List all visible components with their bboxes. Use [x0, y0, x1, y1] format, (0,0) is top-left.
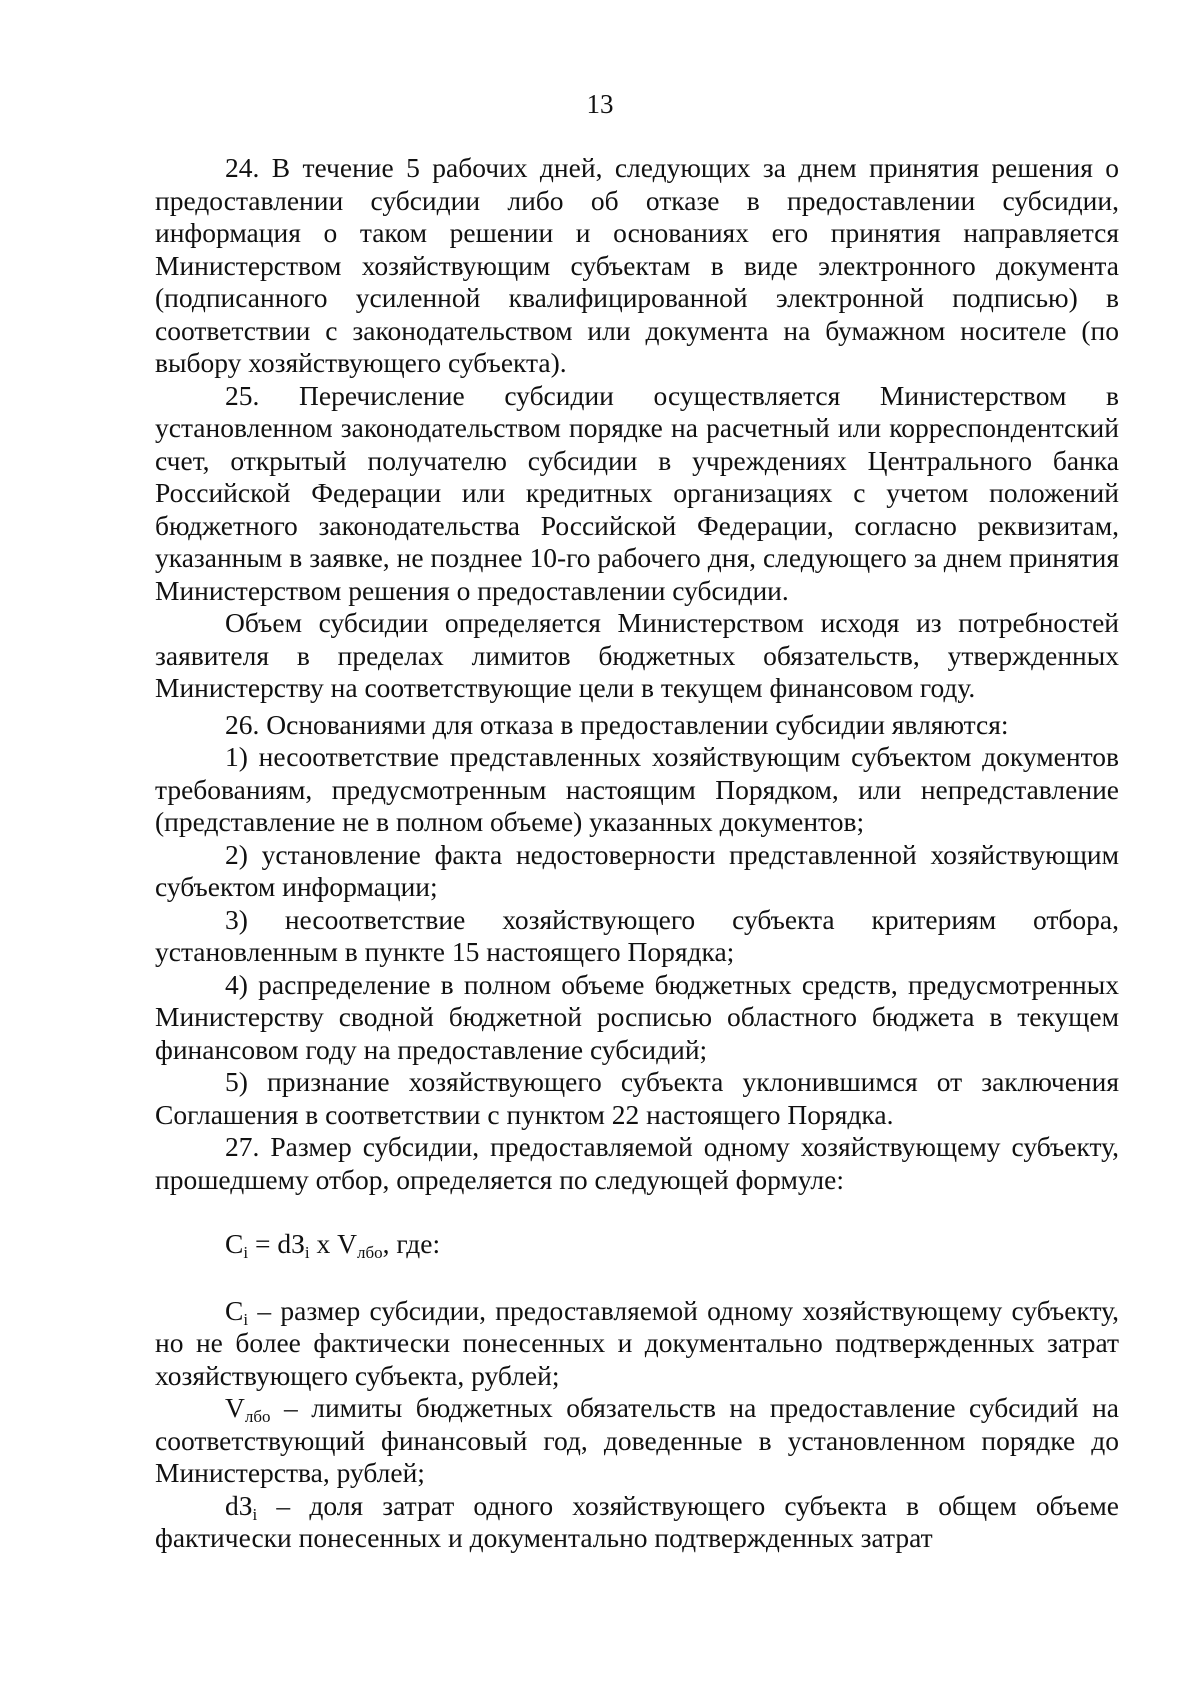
definition-ci-symbol: C [225, 1294, 244, 1326]
page-number: 13 [586, 89, 614, 119]
paragraph-27: 27. Размер субсидии, предоставляемой одному хозяйствующему субъекту, прошедшему отбор, определяется по следующей формуле: [155, 1131, 1119, 1195]
formula-v: V [337, 1228, 357, 1259]
definition-ci-text: – размер субсидии, предоставляемой одному хозяйствующему субъекту, но не более фактически понесенных и документально подтвержденных затрат хозяйствующего субъекта, рублей; [155, 1294, 1119, 1391]
formula-times: х [309, 1228, 338, 1259]
definition-d3i [155, 1490, 1119, 1555]
refusal-ground-2: 2) установление факта недостоверности представленной хозяйствующим субъектом информации; [155, 838, 1119, 902]
paragraph-24: 24. В течение 5 рабочих дней, следующих за днем принятия решения о предоставлении субсидии либо об отказе в предоставлении субсидии, информация о таком решении и основаниях его принятия направляется Министерством хозяйствующим субъектам в виде электронного документа (подписанного усиленной квалифицированной электронной подписью) в соответствии с законодательством или документа на бумажном носителе (по выбору хозяйствующего субъекта). [155, 152, 1119, 378]
refusal-ground-3: 3) несоответствие хозяйствующего субъекта критериям отбора, установленным в пункте 15 настоящего Порядка; [155, 903, 1119, 967]
definition-vlbo-subscript: лбо [244, 1407, 271, 1426]
document-body [155, 152, 1119, 1555]
formula-c-subscript: i [243, 1243, 249, 1262]
definition-vlbo-symbol: V [225, 1392, 245, 1423]
refusal-ground-1: 1) несоответствие представленных хозяйствующим субъектом документов требованиям, предусмотренным настоящим Порядком, или непредставление (представление не в полном объеме) указанных документов; [155, 741, 1119, 837]
paragraph-26: 26. Основаниями для отказа в предоставлении субсидии являются: [225, 708, 1009, 740]
paragraph-25: 25. Перечисление субсидии осуществляется Министерством в установленном законодательством порядке на расчетный или корреспондентский счет, открытый получателю субсидии в учреждениях Центрального банка Российской Федерации или кредитных организациях с учетом положений бюджетного законодательства Российской Федерации, согласно реквизитам, указанным в заявке, не позднее 10-го рабочего дня, следующего за днем принятия Министерством решения о предоставлении субсидии. [155, 379, 1119, 606]
refusal-ground-5: 5) признание хозяйствующего субъекта уклонившимся от заключения Соглашения в соответствии с пунктом 22 настоящего Порядка. [155, 1066, 1119, 1130]
paragraph-subsidy-volume: Объем субсидии определяется Министерством исходя из потребностей заявителя в пределах лимитов бюджетных обязательств, утвержденных Министерству на соответствующие цели в текущем финансовом году. [155, 607, 1119, 703]
refusal-ground-4: 4) распределение в полном объеме бюджетных средств, предусмотренных Министерству сводной бюджетной росписью областного бюджета в текущем финансовом году на предоставление субсидий; [155, 968, 1119, 1065]
definition-d3i-subscript: i [252, 1504, 258, 1524]
definition-vlbo-text: – лимиты бюджетных обязательств на предоставление субсидий на соответствующий финансовый год, доведенные в установленном порядке до Министерства, рублей; [155, 1392, 1119, 1488]
formula-d3: dЗ [277, 1228, 305, 1259]
formula-equals: = [248, 1228, 278, 1259]
definition-ci-subscript: i [243, 1309, 249, 1329]
definition-ci [155, 1295, 1119, 1393]
subsidy-formula [155, 1228, 1119, 1261]
definition-d3i-symbol: dЗ [225, 1489, 253, 1521]
formula-c: C [225, 1228, 244, 1259]
formula-d3-subscript: i [304, 1243, 310, 1262]
definition-vlbo [155, 1392, 1119, 1490]
formula-v-subscript: лбо [356, 1243, 383, 1262]
formula-tail: , где: [382, 1228, 441, 1259]
definition-d3i-text: – доля затрат одного хозяйствующего субъекта в общем объеме фактически понесенных и документально подтвержденных затрат [155, 1489, 1119, 1553]
